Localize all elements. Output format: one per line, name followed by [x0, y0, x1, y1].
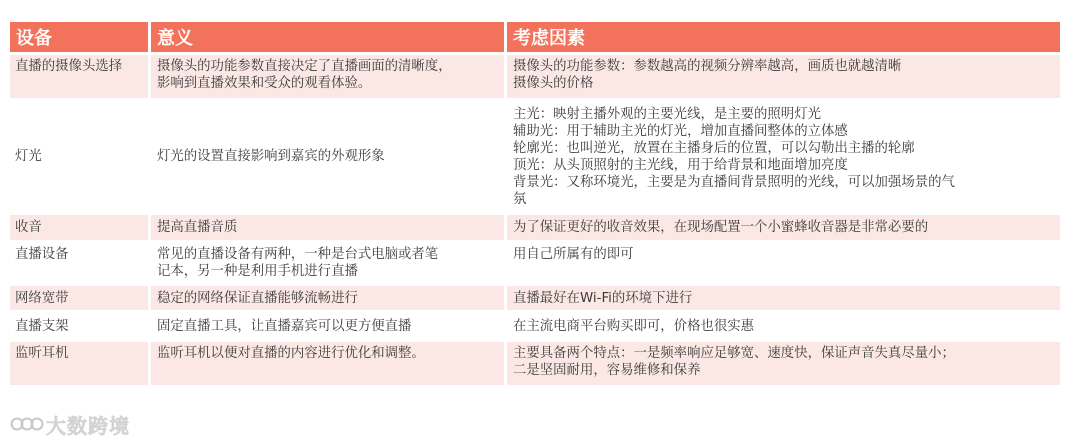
table-row — [10, 212, 1060, 240]
factors-cell — [507, 212, 1060, 240]
meaning-line: 监听耳机以便对直播的内容进行优化和调整。 — [157, 346, 425, 361]
meaning-cell — [151, 98, 507, 212]
table-row — [10, 52, 1060, 98]
factors-line: 摄像头的功能参数：参数越高的视频分辨率越高，画质也就越清晰 — [513, 59, 902, 74]
meaning-cell — [151, 52, 507, 98]
factors-line: 摄像头的价格 — [513, 76, 594, 91]
meaning-line: 灯光的设置直接影响到嘉宾的外观形象 — [157, 149, 385, 164]
factors-cell — [507, 339, 1060, 385]
header-meaning: 意义 — [151, 22, 507, 52]
factors-line: 顶光：从头顶照射的主光线，用于给背景和地面增加亮度 — [513, 157, 848, 173]
factors-line: 轮廓光：也叫逆光，放置在主播身后的位置，可以勾勒出主播的轮廓 — [513, 140, 915, 156]
meaning-cell — [151, 339, 507, 385]
meaning-line: 固定直播工具，让直播嘉宾可以更方便直播 — [157, 318, 412, 334]
meaning-cell — [151, 212, 507, 240]
table-row — [10, 310, 1060, 339]
table-row — [10, 98, 1060, 212]
factors-cell — [507, 283, 1060, 310]
meaning-line: 稳定的网络保证直播能够流畅进行 — [157, 290, 358, 306]
device-cell: 直播设备 — [10, 240, 151, 283]
meaning-line: 记本，另一种是利用手机进行直播 — [157, 264, 358, 279]
meaning-cell — [151, 310, 507, 339]
factors-line: 二是坚固耐用，容易维修和保养 — [513, 363, 701, 378]
device-table-container — [10, 22, 1060, 385]
factors-line: 直播最好在Wi-Fi的环境下进行 — [513, 290, 693, 306]
header-device: 设备 — [10, 22, 151, 52]
table-header-row — [10, 22, 1060, 52]
factors-line: 主要具备两个特点：一是频率响应足够宽、速度快，保证声音失真尽量小； — [513, 346, 955, 361]
meaning-line: 提高直播音质 — [157, 220, 238, 235]
meaning-cell — [151, 240, 507, 283]
factors-line: 用自己所属有的即可 — [513, 247, 634, 262]
table-row — [10, 240, 1060, 283]
dashu-logo-icon — [10, 412, 44, 436]
factors-line: 在主流电商平台购买即可，价格也很实惠 — [513, 318, 755, 334]
device-cell: 收音 — [10, 212, 151, 240]
device-cell: 直播支架 — [10, 310, 151, 339]
factors-cell — [507, 98, 1060, 212]
header-factors: 考虑因素 — [507, 22, 1060, 52]
table-row — [10, 339, 1060, 385]
meaning-line: 常见的直播设备有两种，一种是台式电脑或者笔 — [157, 247, 439, 262]
factors-line: 氛 — [513, 191, 527, 207]
meaning-line: 摄像头的功能参数直接决定了直播画面的清晰度， — [157, 59, 452, 74]
meaning-cell — [151, 283, 507, 310]
meaning-line: 影响到直播效果和受众的观看体验。 — [157, 76, 372, 91]
factors-cell — [507, 310, 1060, 339]
device-cell: 网络宽带 — [10, 283, 151, 310]
watermark-text: 大数跨境 — [46, 413, 130, 438]
device-cell: 监听耳机 — [10, 339, 151, 385]
device-cell: 直播的摄像头选择 — [10, 52, 151, 98]
factors-cell — [507, 52, 1060, 98]
factors-cell — [507, 240, 1060, 283]
device-table — [10, 22, 1060, 385]
factors-line: 辅助光：用于辅助主光的灯光，增加直播间整体的立体感 — [513, 123, 848, 139]
watermark — [10, 409, 130, 439]
table-row — [10, 283, 1060, 310]
device-cell: 灯光 — [10, 98, 151, 212]
factors-line: 为了保证更好的收音效果，在现场配置一个小蜜蜂收音器是非常必要的 — [513, 220, 929, 235]
factors-line: 背景光：又称环境光，主要是为直播间背景照明的光线，可以加强场景的气 — [513, 174, 955, 190]
factors-line: 主光：映射主播外观的主要光线，是主要的照明灯光 — [513, 106, 821, 122]
